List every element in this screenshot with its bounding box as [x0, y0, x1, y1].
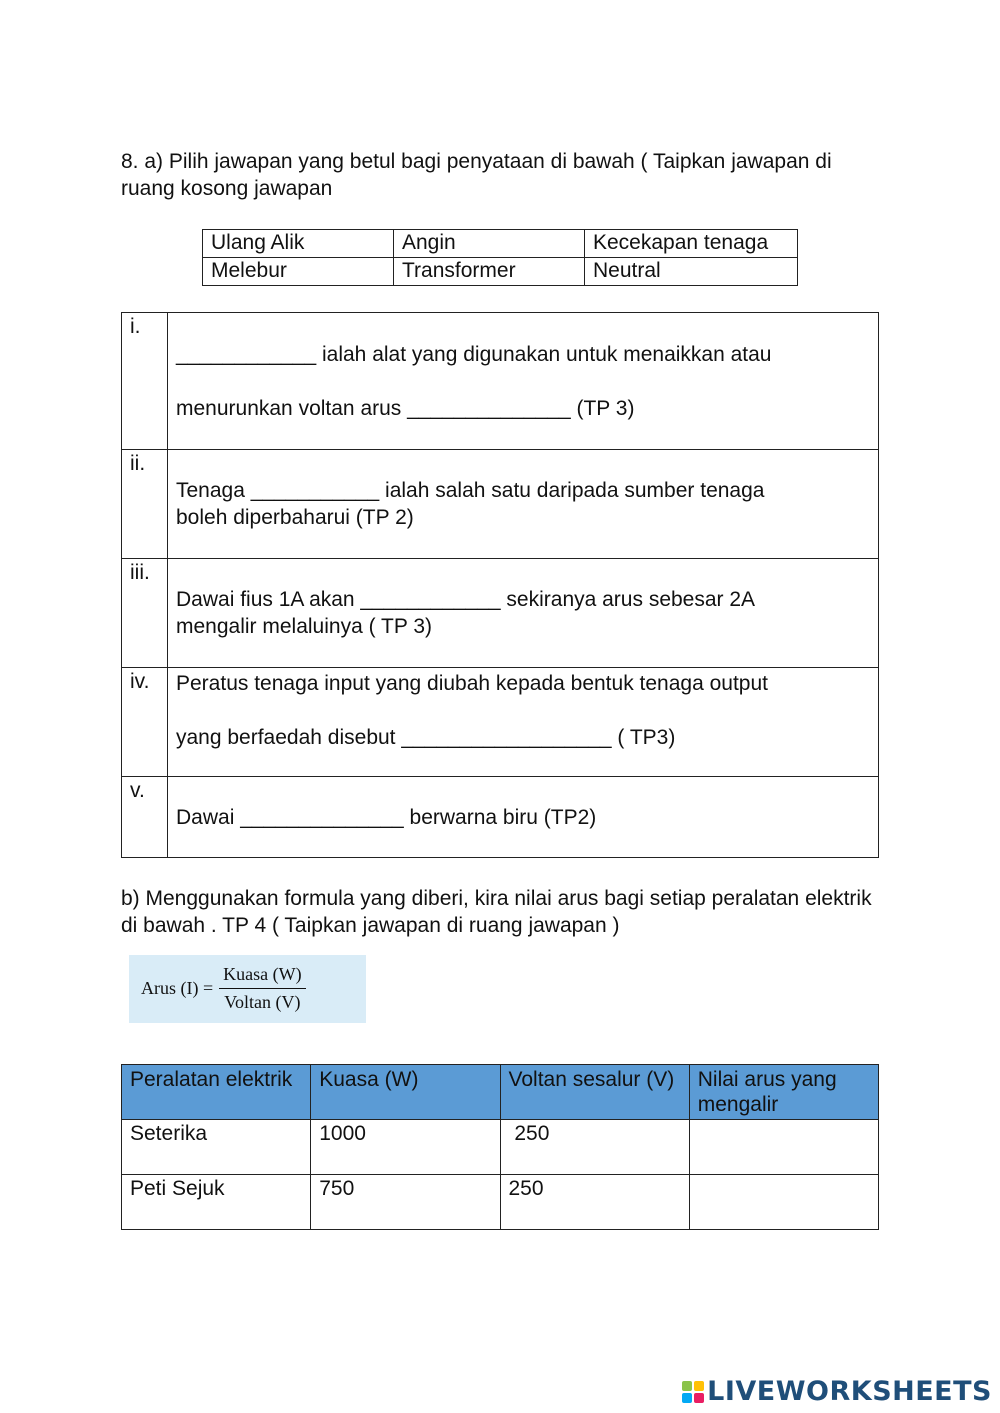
question-line: ____________ ialah alat yang digunakan untuk menaikkan atau	[176, 343, 772, 366]
question-row	[122, 777, 879, 858]
column-header: Nilai arus yang mengalir	[689, 1065, 878, 1120]
question-row	[122, 313, 879, 450]
question-line: Dawai fius 1A akan ____________ sekiranya arus sebesar 2A	[176, 588, 756, 611]
table-header-row	[122, 1065, 879, 1120]
appliance-cell: Seterika	[122, 1120, 311, 1175]
current-formula	[141, 964, 306, 1013]
voltage-cell: 250	[500, 1120, 689, 1175]
question-body[interactable]	[168, 668, 879, 777]
choice-cell: Kecekapan tenaga	[585, 230, 798, 258]
answer-choices-table	[202, 229, 798, 286]
question-line: Tenaga ___________ ialah salah satu daripada sumber tenaga	[176, 479, 765, 502]
question-line: menurunkan voltan arus ______________ (TP 3)	[176, 397, 635, 420]
formula-denominator: Voltan (V)	[224, 992, 301, 1012]
answer-input-cell[interactable]	[689, 1120, 878, 1175]
choice-cell: Neutral	[585, 258, 798, 286]
question-body[interactable]	[168, 777, 879, 858]
question-row	[122, 668, 879, 777]
formula-lhs: Arus (I) =	[141, 978, 214, 998]
question-number: i.	[122, 313, 168, 450]
choices-row	[203, 258, 798, 286]
table-row	[122, 1120, 879, 1175]
choice-cell: Angin	[394, 230, 585, 258]
column-header: Voltan sesalur (V)	[500, 1065, 689, 1120]
choices-row	[203, 230, 798, 258]
question-number: ii.	[122, 450, 168, 559]
question-line: Dawai ______________ berwarna biru (TP2)	[176, 806, 597, 829]
question-number: v.	[122, 777, 168, 858]
choice-cell: Melebur	[203, 258, 394, 286]
logo-text: LIVEWORKSHEETS	[707, 1376, 992, 1407]
part-b-instruction: b) Menggunakan formula yang diberi, kira nilai arus bagi setiap peralatan elektrik di bawah . TP 4 ( Taipkan jawapan di ruang jawapan )	[121, 887, 872, 937]
question-line: mengalir melaluinya ( TP 3)	[176, 615, 432, 638]
question-row	[122, 559, 879, 668]
question-body[interactable]	[168, 559, 879, 668]
question-number: iv.	[122, 668, 168, 777]
liveworksheets-logo-icon	[682, 1381, 704, 1403]
answer-input-cell[interactable]	[689, 1175, 878, 1230]
question-body[interactable]	[168, 313, 879, 450]
formula-box	[129, 955, 366, 1023]
question-line: boleh diperbaharui (TP 2)	[176, 506, 414, 529]
choice-cell: Ulang Alik	[203, 230, 394, 258]
table-row	[122, 1175, 879, 1230]
formula-numerator: Kuasa (W)	[219, 964, 305, 989]
liveworksheets-logo	[682, 1376, 992, 1407]
question-line: Peratus tenaga input yang diubah kepada bentuk tenaga output	[176, 672, 768, 695]
power-cell: 1000	[311, 1120, 500, 1175]
power-cell: 750	[311, 1175, 500, 1230]
column-header: Peralatan elektrik	[122, 1065, 311, 1120]
formula-fraction	[219, 964, 305, 1013]
question-header: 8. a) Pilih jawapan yang betul bagi penyataan di bawah ( Taipkan jawapan di ruang kosong jawapan	[121, 150, 832, 200]
appliance-cell: Peti Sejuk	[122, 1175, 311, 1230]
question-line: yang berfaedah disebut __________________ ( TP3)	[176, 726, 676, 749]
questions-table	[121, 312, 879, 858]
question-number: iii.	[122, 559, 168, 668]
question-body[interactable]	[168, 450, 879, 559]
voltage-cell: 250	[500, 1175, 689, 1230]
choice-cell: Transformer	[394, 258, 585, 286]
column-header: Kuasa (W)	[311, 1065, 500, 1120]
question-row	[122, 450, 879, 559]
current-calculation-table	[121, 1064, 879, 1230]
